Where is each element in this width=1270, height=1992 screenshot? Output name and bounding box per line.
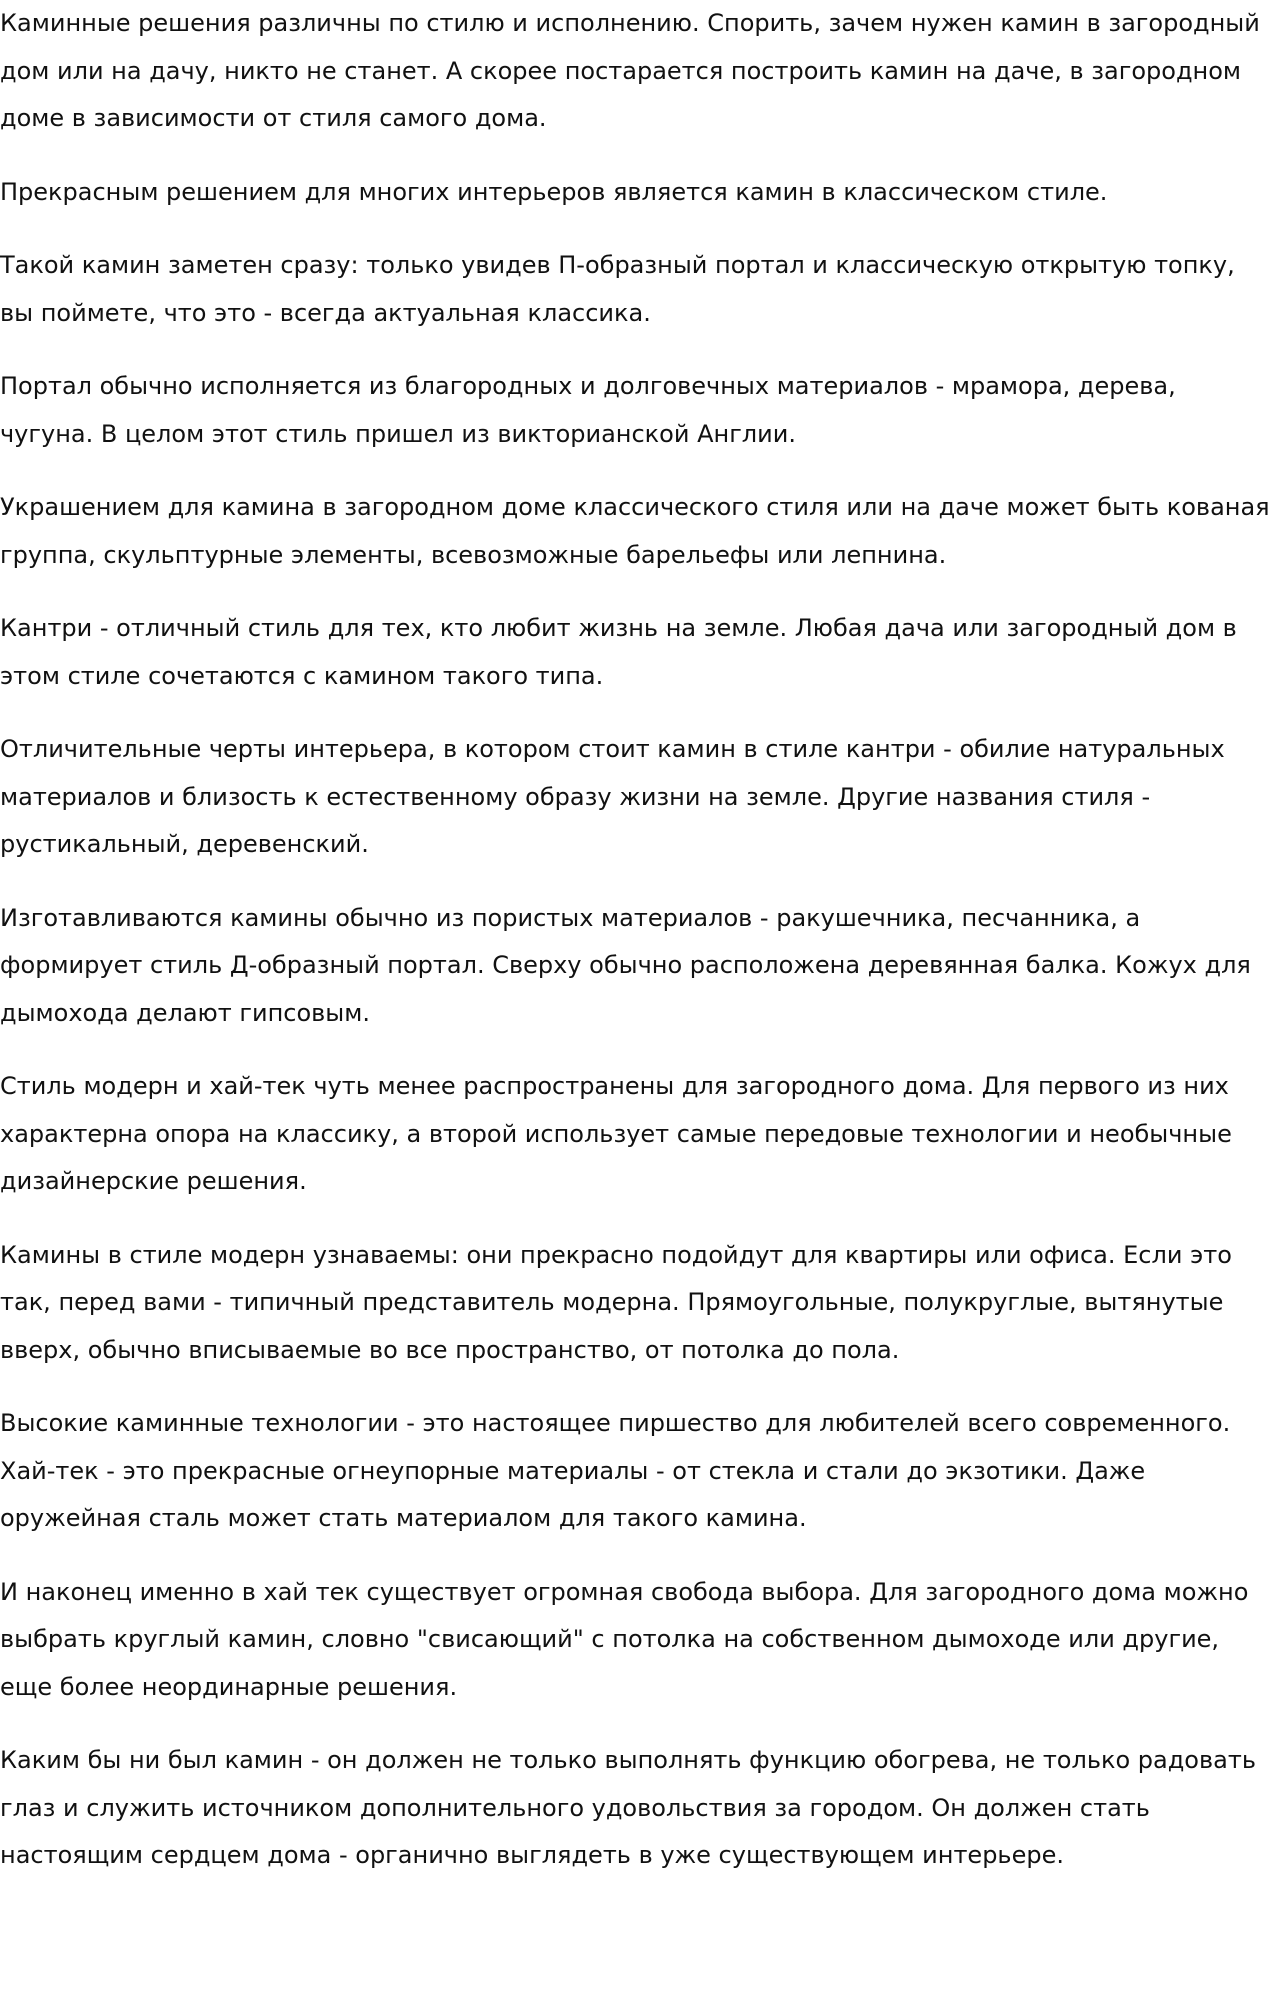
article-paragraph: Украшением для камина в загородном доме классического стиля или на даче может быть кованая группа, скульптурные элементы, всевозможные барельефы или лепнина. [0,493,1270,569]
article-paragraph: Прекрасным решением для многих интерьеров является камин в классическом стиле. [0,177,1108,206]
article-paragraph: Кантри - отличный стиль для тех, кто любит жизнь на земле. Любая дача или загородный дом в этом стиле сочетаются с камином такого типа. [0,614,1237,690]
article-paragraph: Портал обычно исполняется из благородных и долговечных материалов - мрамора, дерева, чугуна. В целом этот стиль пришел из викторианской Англии. [0,372,1176,448]
article-paragraph: Каминные решения различны по стилю и исполнению. Спорить, зачем нужен камин в загородный дом или на дачу, никто не станет. А скорее постарается построить камин на даче, в загородном доме в зависимости от стиля самого дома. [0,9,1260,132]
article-paragraph: Такой камин заметен сразу: только увидев П-образный портал и классическую открытую топку, вы поймете, что это - всегда актуальная классика. [0,251,1235,327]
article-paragraph: Изготавливаются камины обычно из пористых материалов - ракушечника, песчанника, а формирует стиль Д-образный портал. Сверху обычно расположена деревянная балка. Кожух для дымохода делают гипсовым. [0,903,1251,1027]
article-paragraph: Камины в стиле модерн узнаваемы: они прекрасно подойдут для квартиры или офиса. Если это так, перед вами - типичный представитель модерна. Прямоугольные, полукруглые, вытянутые вверх, обычно вписываемые во все пространство, от потолка до пола. [0,1240,1232,1364]
article-paragraph: И наконец именно в хай тек существует огромная свобода выбора. Для загородного дома можно выбрать круглый камин, словно "свисающий" с потолка на собственном дымоходе или другие, еще более неординарные решения. [0,1577,1249,1701]
article-paragraph: Стиль модерн и хай-тек чуть менее распространены для загородного дома. Для первого из них характерна опора на классику, а второй использует самые передовые технологии и необычные дизайнерские решения. [0,1072,1232,1195]
article-paragraph: Отличительные черты интерьера, в котором стоит камин в стиле кантри - обилие натуральных материалов и близость к естественному образу жизни на земле. Другие названия стиля - рустикальный, деревенский. [0,735,1225,858]
article-paragraph: Высокие каминные технологии - это настоящее пиршество для любителей всего современного. Хай-тек - это прекрасные огнеупорные материалы - от стекла и стали до экзотики. Даже оружейная сталь может стать материалом для такого камина. [0,1409,1231,1532]
article-paragraph: Каким бы ни был камин - он должен не только выполнять функцию обогрева, не только радовать глаз и служить источником дополнительного удовольствия за городом. Он должен стать настоящим сердцем дома - органично выглядеть в уже существующем интерьере. [0,1746,1256,1869]
